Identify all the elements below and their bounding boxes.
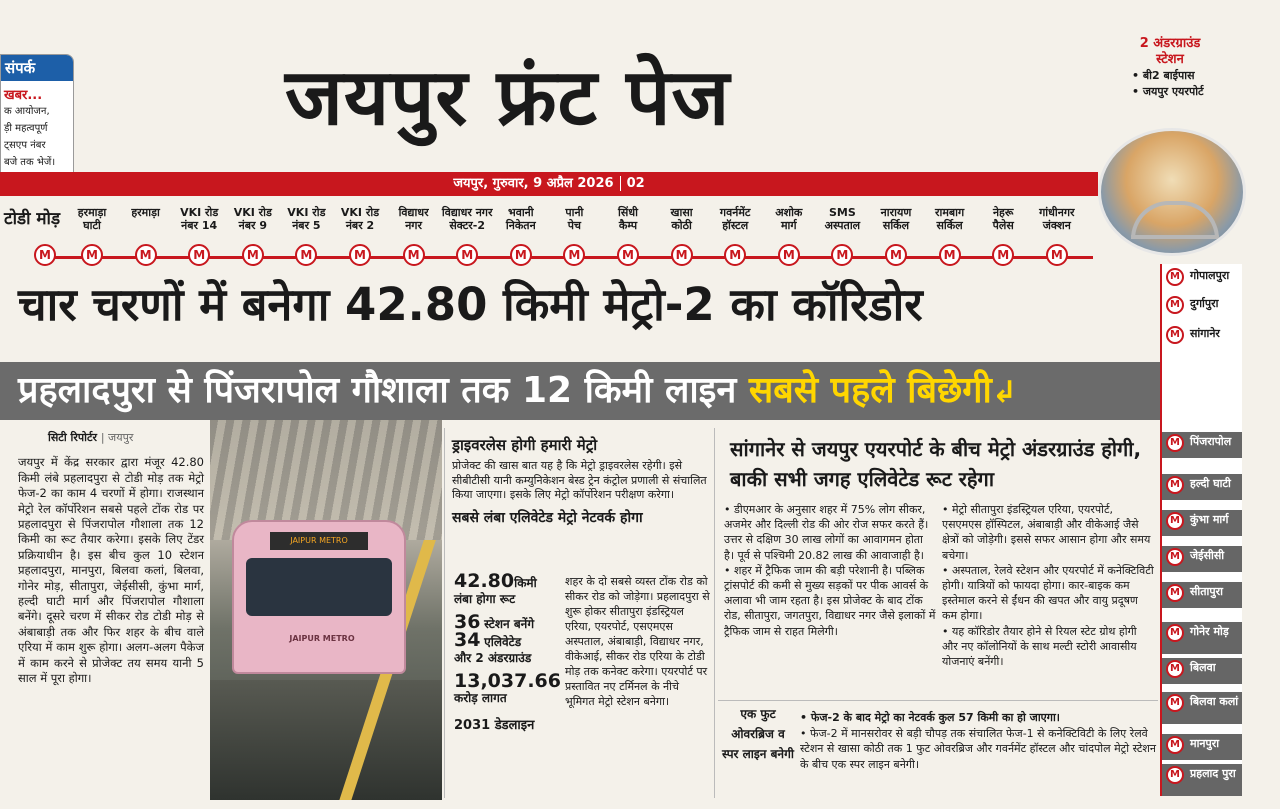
section-divider: [718, 700, 1158, 701]
station-name-line: नगर: [405, 219, 422, 232]
underground-title: 2 अंडरग्राउंड: [1139, 36, 1201, 51]
station-item: [708, 206, 762, 236]
station-name: [494, 206, 548, 236]
station-name-line: नंबर 14: [181, 219, 218, 232]
main-headline: चार चरणों में बनेगा 42.80 किमी मेट्रो-2 का कॉरिडोर: [18, 278, 923, 331]
station-name-line: गांधीनगर: [1039, 206, 1075, 219]
metro-marker-icon: [242, 244, 264, 266]
station-item: [923, 206, 977, 236]
train-logo: JAIPUR METRO: [289, 634, 355, 643]
metro-marker-icon: [403, 244, 425, 266]
metro-marker-icon: [1166, 548, 1184, 566]
station-name: [601, 206, 655, 236]
station-name-line: नंबर 2: [345, 219, 375, 232]
metro-marker-icon: [724, 244, 746, 266]
station-name: [119, 206, 173, 236]
stat-length: 42.80: [454, 570, 515, 592]
station-item: [601, 206, 655, 236]
right-station-list: [1160, 264, 1242, 796]
right-station-item: [1162, 546, 1242, 572]
station-name: [387, 206, 441, 236]
station-name-line: रामबाग: [934, 206, 965, 219]
station-name-line: जंक्शन: [1042, 219, 1071, 232]
stat-stations: 36: [454, 611, 481, 634]
metro-marker-icon: [510, 244, 532, 266]
station-name: [976, 206, 1030, 236]
station-name: [172, 206, 226, 236]
metro-marker-icon: [1166, 660, 1184, 678]
metro-marker-icon: [778, 244, 800, 266]
station-item: [226, 206, 280, 236]
station-name-line: VKI रोड: [233, 206, 272, 219]
stat-stations-label: स्टेशन बनेंगे: [484, 617, 535, 632]
contact-box: [0, 54, 74, 184]
station-name-line: VKI रोड: [340, 206, 380, 219]
masthead-title: जयपुर फ्रंट पेज: [285, 53, 731, 143]
station-item: [119, 206, 173, 236]
station-item: [869, 206, 923, 236]
contact-line: बजे तक भेजें।: [4, 157, 56, 168]
byline-city: | जयपुर: [100, 431, 134, 444]
right-station-item: [1162, 734, 1242, 760]
station-item: [547, 206, 601, 236]
station-item: [440, 206, 494, 236]
subhead-highlight: सबसे पहले बिछेगी: [748, 370, 992, 411]
metro-train-photo: [210, 420, 442, 800]
underground-bullet: • जयपुर एयरपोर्ट: [1132, 85, 1204, 98]
station-name: [923, 206, 977, 236]
right-station-name: प्रहलाद पुरा: [1190, 767, 1236, 780]
right-station-item: [1162, 622, 1242, 654]
stat-elevated: 34: [454, 628, 481, 651]
metro-marker-icon: [1166, 624, 1184, 642]
station-name: [708, 206, 762, 236]
contact-line: क आयोजन,: [4, 106, 50, 117]
station-name-line: खासा: [670, 206, 693, 219]
right-article-column-1: [724, 502, 936, 639]
right-station-name: बिलवा: [1190, 661, 1216, 674]
station-item: [387, 206, 441, 236]
right-article-point: • यह कॉरिडोर तैयार होने से रियल स्टेट ग्रोथ होगी और नए कॉलोनियों के साथ मल्टी स्टोरी आवासीय योजनाएं बनेंगी।: [942, 624, 1137, 669]
right-station-item: [1162, 432, 1242, 458]
station-name-line: पैलेस: [992, 219, 1014, 232]
station-name: [762, 206, 816, 236]
right-station-item: [1162, 294, 1242, 320]
metro-marker-icon: [1166, 694, 1184, 712]
station-name-line: विद्याधर: [398, 206, 429, 219]
metro-marker-icon: [1166, 476, 1184, 494]
right-station-name: गोनेर मोड़: [1190, 625, 1229, 638]
station-name-line: विद्याधर नगर: [441, 206, 493, 219]
right-station-item: [1162, 474, 1242, 500]
station-name-line: पेच: [567, 219, 581, 232]
right-station-item: [1162, 266, 1242, 292]
station-name-line: पानी: [565, 206, 584, 219]
right-station-item: [1162, 324, 1242, 350]
right-station-item: [1162, 510, 1242, 536]
station-name-line: नंबर 5: [292, 219, 321, 232]
byline-name: सिटी रिपोर्टर: [48, 431, 97, 444]
train-sign: JAIPUR METRO: [270, 532, 368, 550]
right-article-title: सांगानेर से जयपुर एयरपोर्ट के बीच मेट्रो अंडरग्राउंड होगी, बाकी सभी जगह एलिवेटेड रूट रहेगा: [730, 437, 1142, 491]
stat-length-unit: किमी: [514, 576, 537, 590]
article-column-3: [452, 436, 708, 532]
contact-sub: खबर...: [4, 88, 43, 103]
station-name: [440, 206, 494, 236]
overbridge-point: • फेज-2 में मानसरोवर से बड़ी चौपड़ तक संचालित फेज-1 से कनेक्टिविटी के लिए रेलवे स्टेशन से खासा कोठी तक 1 फुट ओवरब्रिज और गवर्नमेंट हॉस्टल और चांदपोल मेट्रो स्टेशन के बीच एक स्पर लाइन बनेगी।: [800, 726, 1156, 771]
right-article-point: • डीएमआर के अनुसार शहर में 75% लोग सीकर, अजमेर और दिल्ली रोड की ओर रोज सफर करते हैं। उत्तर से दक्षिण 30 लाख लोगों का आवागमन होता है। पूर्व से पश्चिमी 20.82 लाख की आवाजाही है।: [724, 503, 929, 562]
station-name-line: निकेतन: [505, 219, 536, 232]
right-station-name: पिंजरापोल: [1190, 435, 1232, 448]
subhead: प्रहलादपुरा से पिंजरापोल गौशाला तक 12 किमी लाइन सबसे पहले बिछेगी↲: [18, 370, 1018, 411]
right-station-name: हल्दी घाटी: [1190, 477, 1231, 490]
station-item: [976, 206, 1030, 236]
stat-deadline: 2031 डेडलाइन: [454, 717, 535, 733]
stat-cost: 13,037.66: [454, 670, 561, 693]
station-item: [65, 206, 119, 236]
station-name: [333, 206, 387, 236]
driverless-title: ड्राइवरलेस होगी हमारी मेट्रो: [452, 436, 598, 454]
right-station-item: [1162, 658, 1242, 684]
station-name-line: गवर्नमेंट: [719, 206, 751, 219]
underground-title: स्टेशन: [1156, 52, 1184, 67]
station-item: [333, 206, 387, 236]
station-name: [65, 206, 119, 236]
metro-marker-icon: [671, 244, 693, 266]
right-station-item: [1162, 692, 1242, 724]
metro-marker-icon: [81, 244, 103, 266]
right-station-item: [1162, 582, 1242, 608]
elevated-text-column: [565, 574, 711, 709]
metro-marker-icon: [1166, 766, 1184, 784]
station-name-line: SMS: [828, 206, 856, 219]
station-name-line: सेक्टर-2: [449, 219, 486, 232]
station-name: [869, 206, 923, 236]
station-name-line: हरमाड़ा: [131, 206, 160, 219]
station-name-line: VKI रोड: [180, 206, 219, 219]
station-name-line: घाटी: [83, 219, 101, 232]
station-name-line: कोठी: [671, 219, 692, 232]
station-name-line: सर्किल: [882, 219, 910, 232]
station-name: [1030, 206, 1084, 236]
column-divider: [714, 428, 715, 798]
stat-cost-label: करोड़ लागत: [454, 690, 507, 705]
metro-marker-icon: [831, 244, 853, 266]
right-article-point: • शहर में ट्रैफिक जाम की बड़ी परेशानी है। पब्लिक ट्रांसपोर्ट की कमी से मुख्य सड़कों पर पीक आवर्स के अलावा भी जाम रहता है। इस प्रोजेक्ट के बाद टोंक रोड, सीतापुरा, जगतपुरा, विद्याधर नगर जैसे इलाकों में ट्रैफिक जाम से राहत मिलेगी।: [724, 563, 936, 638]
station-name-line: अस्पताल: [824, 219, 861, 232]
metro-marker-icon: [1166, 296, 1184, 314]
station-item: [815, 206, 869, 236]
stat-length-label: लंबा होगा रूट: [454, 592, 516, 607]
station-name: [655, 206, 709, 236]
train-icon: [232, 520, 406, 674]
metro-marker-icon: [885, 244, 907, 266]
overbridge-points: [800, 710, 1156, 772]
metro-marker-icon: [1166, 326, 1184, 344]
right-article-column-2: [942, 502, 1154, 669]
metro-marker-icon: [34, 244, 56, 266]
station-name-line: सिंधी: [618, 206, 638, 219]
station-item: [762, 206, 816, 236]
station-item: [172, 206, 226, 236]
stats-block: [454, 570, 564, 734]
right-station-name: जेईसीसी: [1190, 549, 1225, 562]
overbridge-point: • फेज-2 के बाद मेट्रो का नेटवर्क कुल 57 किमी का हो जाएगा।: [800, 711, 1060, 724]
right-station-name: कुंभा मार्ग: [1190, 513, 1229, 526]
right-station-item: [1162, 764, 1242, 796]
station-item: [494, 206, 548, 236]
station-name-line: मार्ग: [780, 219, 797, 232]
metro-marker-icon: [295, 244, 317, 266]
right-station-name: बिलवा कलां: [1190, 695, 1239, 708]
metro-marker-icon: [992, 244, 1014, 266]
station-name-line: अशोक: [775, 206, 803, 219]
station-name-line: VKI रोड: [287, 206, 326, 219]
overbridge-title: एक फुट ओवरब्रिज व स्पर लाइन बनेगी: [722, 707, 794, 761]
date-text: जयपुर, गुरुवार, 9 अप्रैल 2026: [453, 176, 614, 191]
contact-header: संपर्क: [1, 55, 73, 81]
right-article-point: • अस्पताल, रेलवे स्टेशन और एयरपोर्ट में कनेक्टिविटी होगी। यात्रियों को फायदा होगा। कार-बाइक कम इस्तेमाल करने से ईंधन की खपत और वायु प्रदूषण कम होगा।: [942, 563, 1154, 623]
metro-marker-icon: [1046, 244, 1068, 266]
stat-underground-label: और 2 अंडरग्राउंड: [454, 651, 532, 666]
station-name-line: नेहरू: [992, 206, 1014, 219]
metro-marker-icon: [563, 244, 585, 266]
metro-marker-icon: [135, 244, 157, 266]
metro-marker-icon: [456, 244, 478, 266]
metro-marker-icon: [1166, 434, 1184, 452]
elevated-title: सबसे लंबा एलिवेटेड मेट्रो नेटवर्क होगा: [452, 509, 643, 526]
stat-elevated-label: एलिवेटेड: [484, 634, 522, 649]
driverless-text: प्रोजेक्ट की खास बात यह है कि मेट्रो ड्राइवरलेस रहेगी। इसे सीबीटीसी यानी कम्युनिकेशन बेस्ड ट्रेन कंट्रोल प्रणाली से संचालित किया जाएगा। इसके लिए मेट्रो कॉर्पोरेशन परीक्षण करेगा।: [452, 459, 707, 501]
station-name-line: नारायण: [880, 206, 912, 219]
right-station-name: दुर्गापुरा: [1190, 297, 1219, 310]
metro-marker-icon: [1166, 268, 1184, 286]
page-number: 02: [620, 176, 651, 191]
date-bar: [0, 172, 1098, 196]
column-divider: [444, 428, 445, 798]
metro-marker-icon: [1166, 736, 1184, 754]
metro-marker-icon: [188, 244, 210, 266]
station-name: [547, 206, 601, 236]
contact-line: ट्सएप नंबर: [4, 140, 46, 151]
right-station-name: गोपालपुरा: [1190, 269, 1230, 282]
metro-marker-icon: [939, 244, 961, 266]
station-name-line: सर्किल: [936, 219, 963, 232]
station-item: [655, 206, 709, 236]
station-name: [279, 206, 333, 236]
station-name: [226, 206, 280, 236]
metro-marker-icon: [349, 244, 371, 266]
contact-line: ड़ी महत्वपूर्ण: [4, 123, 48, 134]
metro-marker-icon: [1166, 584, 1184, 602]
station-name-line: नंबर 9: [238, 219, 267, 232]
byline: [48, 430, 204, 445]
elevated-text: शहर के दो सबसे व्यस्त टोंक रोड को सीकर रोड को जोड़ेगा। प्रहलादपुरा से शुरू होकर सीतापुरा इंडस्ट्रियल एरिया, एयरपोर्ट, एसएमएस अस्पताल, अंबाबाड़ी, विद्याधर नगर, वीकेआई, सीकर रोड एरिया के टोडी मोड़ तक कनेक्ट करेगा। एयरपोर्ट पर प्रस्तावित नए टर्मिनल के नीचे भूमिगत मेट्रो स्टेशन बनेगा।: [565, 575, 710, 708]
station-name-line: हॉस्टल: [722, 219, 749, 232]
right-article-point: • मेट्रो सीतापुरा इंडस्ट्रियल एरिया, एयरपोर्ट, एसएमएस हॉस्पिटल, अंबाबाड़ी और वीकेआई जैसे क्षेत्रों को जोड़ेगी। इससे सफर आसान होगा और समय बचेगा।: [942, 503, 1151, 562]
subhead-main: प्रहलादपुरा से पिंजरापोल गौशाला तक 12 किमी लाइन: [18, 370, 737, 411]
article-column-1: [18, 430, 204, 800]
station-name: [815, 206, 869, 236]
station-name-line: हरमाड़ा: [77, 206, 107, 219]
underground-station-box: [1110, 36, 1230, 100]
first-station-label: टोडी मोड़: [4, 209, 61, 229]
station-strip: [0, 198, 1160, 268]
right-station-name: मानपुरा: [1190, 737, 1220, 750]
article-text: जयपुर में केंद्र सरकार द्वारा मंजूर 42.80 किमी लंबे प्रहलादपुरा से टोडी मोड़ तक मेट्रो फेज-2 का काम 4 चरणों में होगा। राजस्थान मेट्रो रेल कॉर्पोरेशन सबसे पहले टोंक रोड पर प्रहलादपुरा से पिंजरापोल गौशाला तक 12 किमी का रूट तैयार करेगा। इसके लिए टेंडर प्रक्रियाधीन है। इस बीच कुल 10 स्टेशन प्रहलादपुरा, मानपुरा, बिलवा कलां, बिलवा, गोनेर मोड़, सीतापुरा, जेईसीसी, कुंभा मार्ग, हल्दी घाटी मार्ग और पिंजरापोल गौशाला बनेंगे। दूसरे चरण में सीकर रोड टोडी मोड़ से अंबाबाड़ी तक और फिर शहर के बीच वाले एरिया में काम शुरू होगा। अलग-अलग पैकेज में काम करने से प्रोजेक्ट तय समय यानी 5 साल में पूरा होगा।: [18, 455, 204, 686]
metro-marker-icon: [1166, 512, 1184, 530]
right-station-name: सांगानेर: [1190, 327, 1220, 340]
station-item: [279, 206, 333, 236]
station-item: [1030, 206, 1084, 236]
station-name-line: भवानी: [507, 206, 534, 219]
underground-bullet: • बी2 बाईपास: [1132, 69, 1195, 82]
right-station-name: सीतापुरा: [1190, 585, 1223, 598]
metro-marker-icon: [617, 244, 639, 266]
station-name-line: कैम्प: [618, 219, 638, 232]
